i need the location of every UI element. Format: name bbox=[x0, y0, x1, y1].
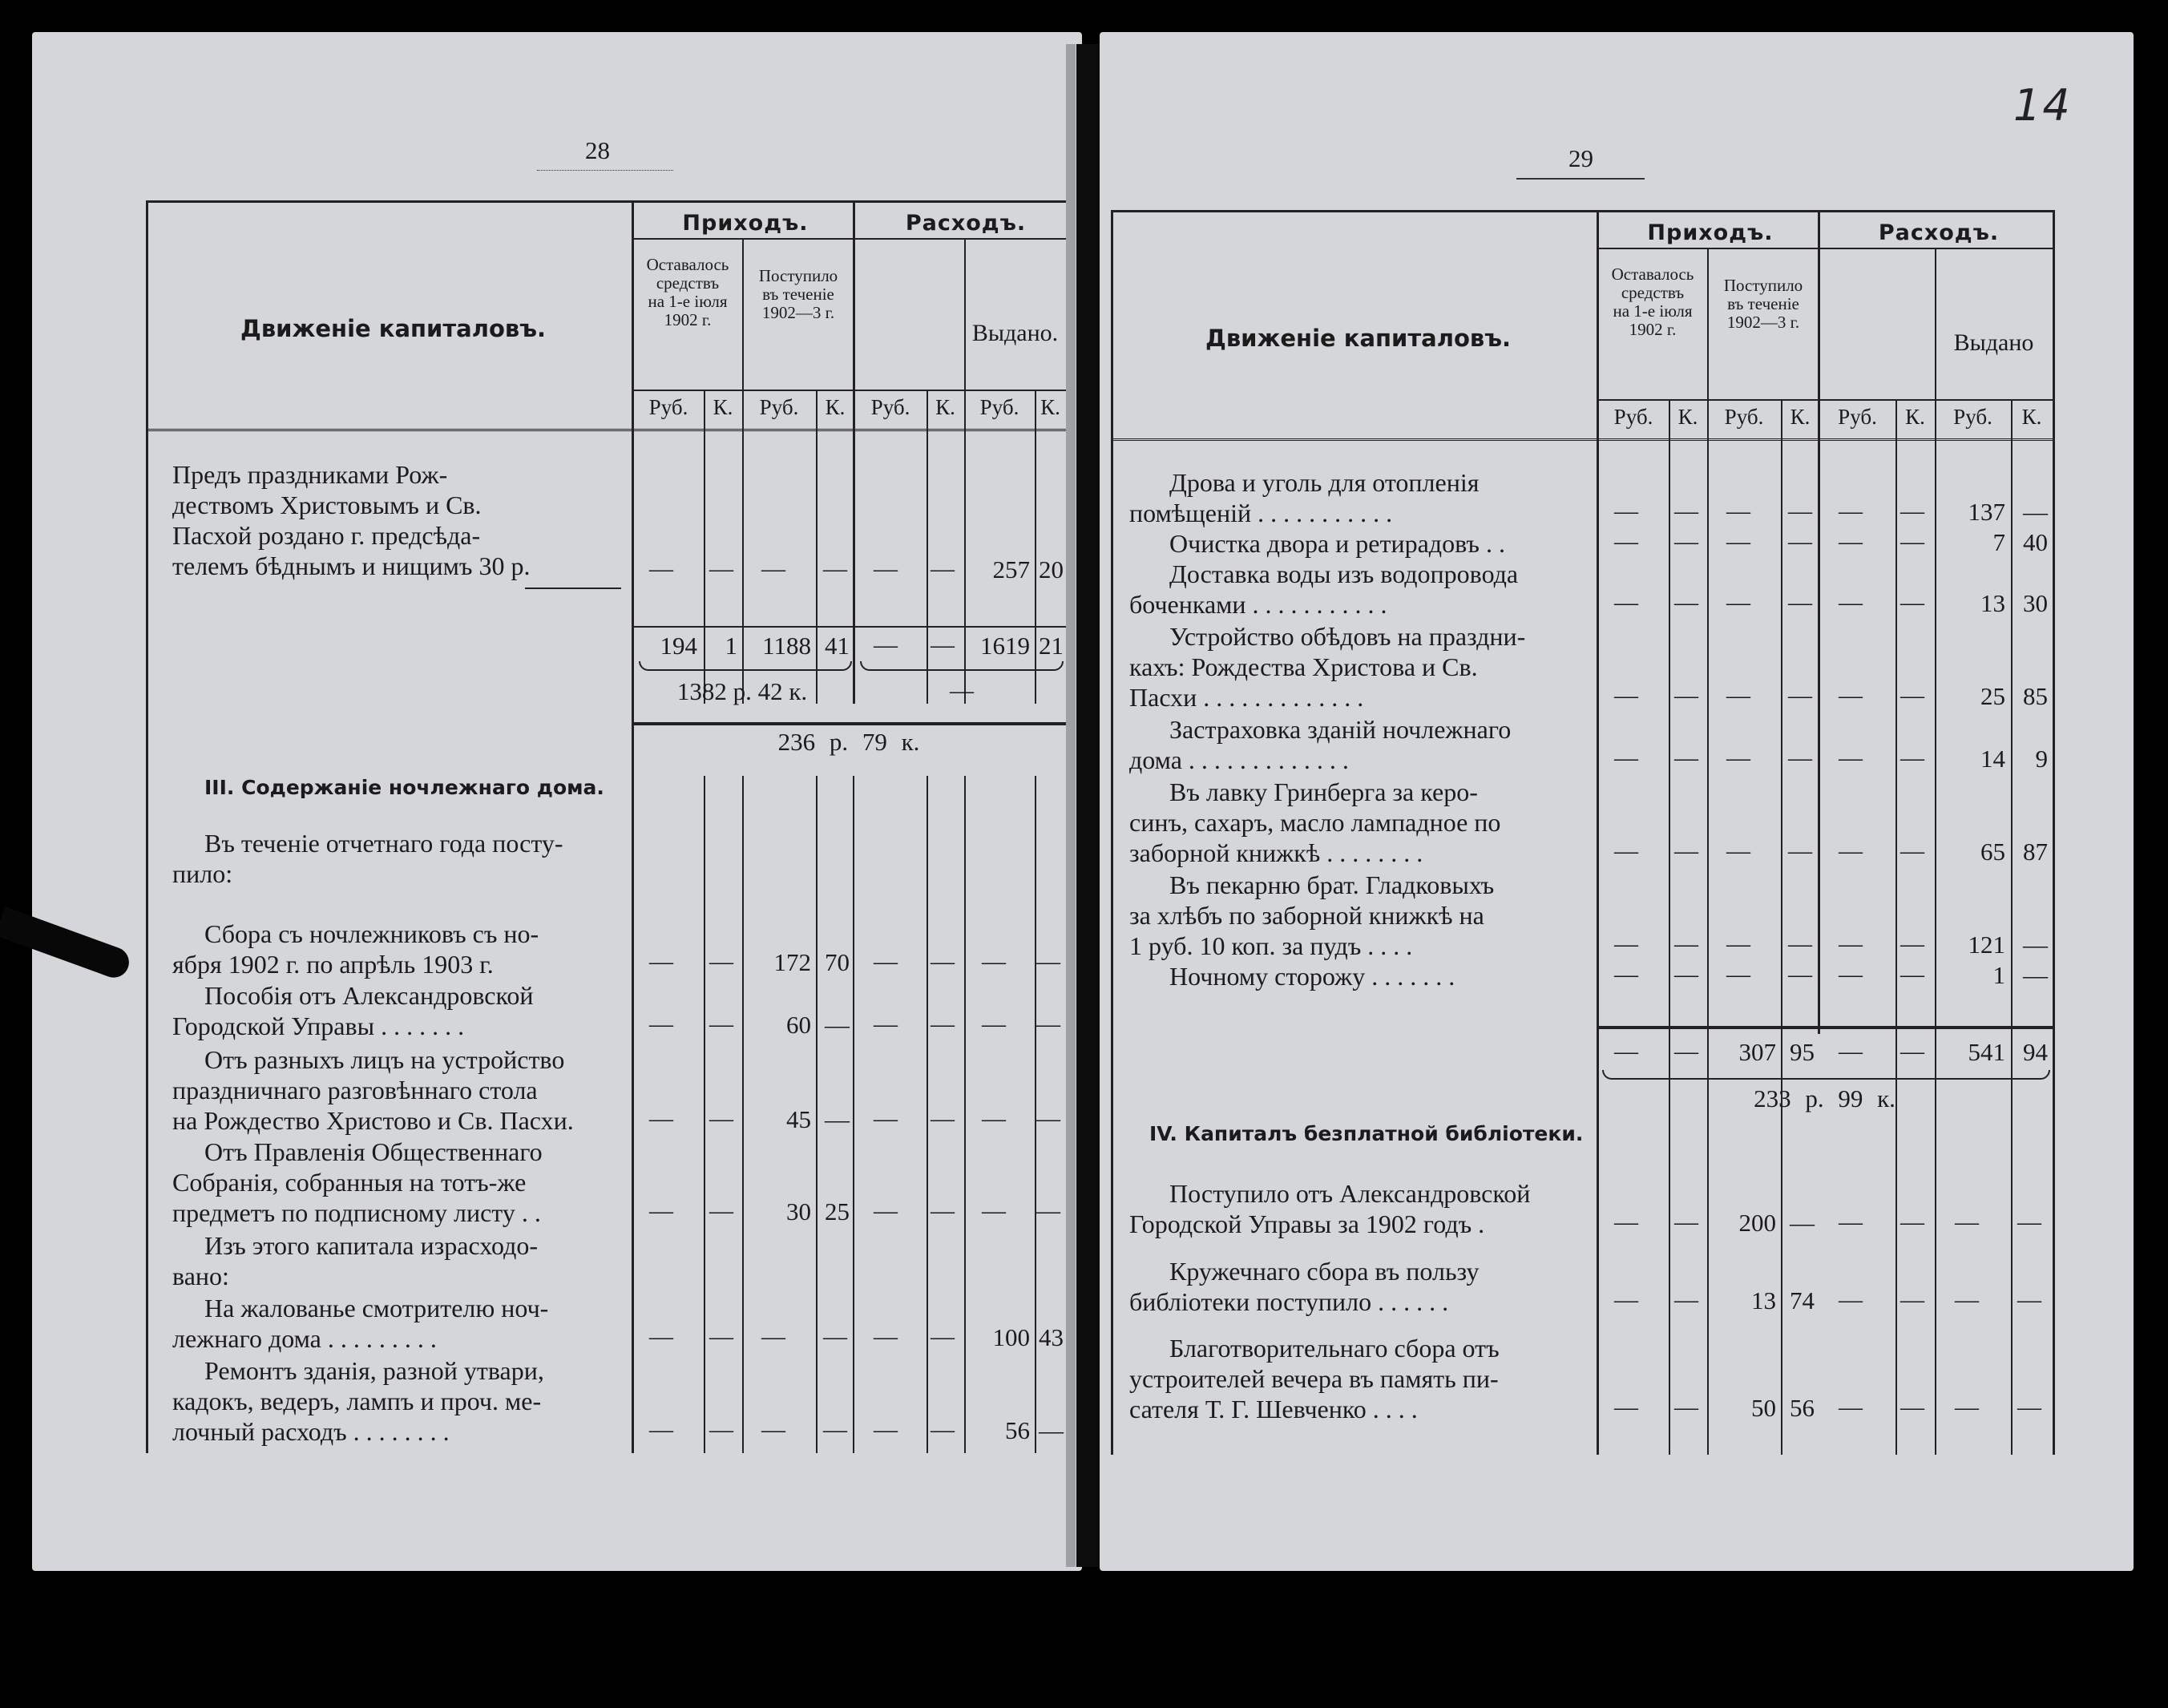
unit-label: К. bbox=[1040, 395, 1060, 419]
dash: — bbox=[1614, 961, 1638, 987]
dash: — bbox=[1839, 931, 1863, 957]
entry-text: Изъ этого капитала израсходо- вано: bbox=[172, 1231, 539, 1290]
col-remaining-header: Оставалось средствъ на 1-е іюля 1902 г. bbox=[646, 255, 729, 329]
dash: — bbox=[1674, 838, 1698, 864]
dash: — bbox=[761, 555, 785, 582]
header-bottom-rule bbox=[148, 429, 1066, 431]
dash: — bbox=[709, 1197, 733, 1224]
dash: — bbox=[1674, 1286, 1698, 1313]
entry-text: Сбора съ ночлежниковъ съ но- ября 1902 г. по апрѣль 1903 г. bbox=[172, 919, 539, 979]
amount-kop: — bbox=[2023, 931, 2048, 959]
dash: — bbox=[649, 1416, 673, 1443]
entry-text: На жалованье смотрителю ноч- лежнаго дома . . . . . . . . . bbox=[172, 1294, 549, 1353]
dash: — bbox=[874, 948, 898, 975]
dash: — bbox=[1839, 961, 1863, 987]
dash: — bbox=[1839, 589, 1863, 616]
total-rub: 1188 bbox=[762, 632, 811, 660]
dash: — bbox=[1674, 528, 1698, 555]
unit-rule bbox=[1598, 399, 2053, 401]
entry-text: Очистка двора и ретирадовъ . . bbox=[1169, 529, 1505, 558]
dash: — bbox=[1900, 1286, 1924, 1313]
unit-rule bbox=[633, 390, 1066, 391]
dash: — bbox=[649, 1105, 673, 1132]
dash: — bbox=[950, 677, 974, 704]
col-divider bbox=[853, 203, 855, 704]
total-kop: 95 bbox=[1790, 1038, 1815, 1066]
dash: — bbox=[874, 1416, 898, 1443]
dash: — bbox=[761, 1323, 785, 1350]
sum-brace bbox=[639, 661, 852, 671]
unit-label: К. bbox=[1905, 405, 1925, 429]
unit-label: К. bbox=[1677, 405, 1698, 429]
col-divider bbox=[1669, 399, 1670, 1455]
dash: — bbox=[1036, 1197, 1060, 1224]
amount-kop: 20 bbox=[1039, 555, 1064, 583]
col-divider bbox=[1895, 399, 1897, 1455]
unit-label: К. bbox=[825, 395, 846, 419]
total-kop: 21 bbox=[1039, 632, 1064, 660]
unit-label: К. bbox=[713, 395, 733, 419]
group-rule bbox=[633, 238, 1066, 240]
unit-label: Руб. bbox=[979, 395, 1019, 419]
unit-label: Руб. bbox=[1953, 405, 1992, 429]
dash: — bbox=[1900, 1038, 1924, 1064]
dash: — bbox=[709, 948, 733, 975]
dash: — bbox=[1614, 589, 1638, 616]
page-number-rule bbox=[1516, 178, 1645, 180]
amount-kop: 30 bbox=[2023, 589, 2048, 617]
amount-rub: 172 bbox=[773, 948, 811, 976]
total-kop: 1 bbox=[725, 632, 737, 660]
amount-kop: — bbox=[2023, 498, 2048, 526]
dash: — bbox=[1955, 1209, 1979, 1235]
dash: — bbox=[1955, 1286, 1979, 1313]
balance: 236 р. 79 к. bbox=[777, 728, 920, 756]
entry-text: Ремонтъ зданія, разной утвари, кадокъ, ведеръ, лампъ и проч. ме- лочный расходъ . . . . . . . . bbox=[172, 1356, 544, 1446]
dash: — bbox=[1726, 589, 1750, 616]
page-number: 28 bbox=[585, 136, 610, 164]
dash: — bbox=[1839, 838, 1863, 864]
amount-kop: 40 bbox=[2023, 528, 2048, 556]
amount-kop: — bbox=[825, 1105, 850, 1133]
dash: — bbox=[709, 555, 733, 582]
expense-header: Расходъ. bbox=[1878, 220, 2000, 245]
total-rub: 1619 bbox=[980, 632, 1030, 660]
unit-label: Руб. bbox=[759, 395, 799, 419]
dash: — bbox=[874, 1323, 898, 1350]
capital-movement-table bbox=[146, 200, 1068, 1453]
sum-brace bbox=[1602, 1070, 2050, 1080]
col-divider bbox=[704, 776, 705, 1453]
col-divider bbox=[1818, 212, 1820, 1034]
dash: — bbox=[931, 1416, 955, 1443]
dash: — bbox=[1788, 961, 1812, 987]
amount-kop: — bbox=[1039, 1416, 1064, 1444]
dash: — bbox=[1674, 1394, 1698, 1420]
amount-rub: 100 bbox=[992, 1323, 1030, 1351]
col-divider bbox=[853, 776, 854, 1453]
dash: — bbox=[1614, 1209, 1638, 1235]
dash: — bbox=[1036, 1011, 1060, 1037]
totals-top-rule bbox=[632, 626, 1066, 628]
dash: — bbox=[1726, 961, 1750, 987]
col-issued-header: Выдано. bbox=[971, 320, 1059, 346]
dash: — bbox=[1674, 1038, 1698, 1064]
page-number-rule bbox=[537, 170, 673, 171]
capital-movement-table bbox=[1111, 210, 2055, 1455]
dash: — bbox=[931, 1197, 955, 1224]
dash: — bbox=[1839, 682, 1863, 709]
dash: — bbox=[823, 1323, 847, 1350]
table-title: Движеніе капиталовъ. bbox=[1205, 325, 1512, 352]
left-page bbox=[32, 32, 1082, 1571]
amount-rub: 121 bbox=[1968, 931, 2005, 959]
dash: — bbox=[1900, 1394, 1924, 1420]
dash: — bbox=[1839, 498, 1863, 524]
dash: — bbox=[709, 1011, 733, 1037]
amount-kop: — bbox=[1790, 1209, 1815, 1237]
amount-kop: 25 bbox=[825, 1197, 850, 1225]
col-divider bbox=[927, 390, 928, 704]
dash: — bbox=[1788, 931, 1812, 957]
dash: — bbox=[709, 1416, 733, 1443]
dash: — bbox=[1036, 1105, 1060, 1132]
dash: — bbox=[931, 1011, 955, 1037]
dash: — bbox=[1839, 1209, 1863, 1235]
dash: — bbox=[649, 1197, 673, 1224]
total-kop: 94 bbox=[2023, 1038, 2048, 1066]
dash: — bbox=[1900, 589, 1924, 616]
entry-text: Въ лавку Гринберга за керо- синъ, сахаръ, масло лампадное по заборной книжкѣ . . . . . . . . bbox=[1129, 777, 1501, 867]
amount-kop: — bbox=[2023, 961, 2048, 989]
dash: — bbox=[1614, 682, 1638, 709]
amount-rub: 200 bbox=[1738, 1209, 1776, 1237]
dash: — bbox=[823, 1416, 847, 1443]
dash: — bbox=[649, 1011, 673, 1037]
balance: 233 р. 99 к. bbox=[1754, 1084, 1895, 1112]
col-received-header: Поступило въ теченіе 1902—3 г. bbox=[1723, 276, 1803, 332]
dash: — bbox=[1900, 931, 1924, 957]
dash: — bbox=[874, 1197, 898, 1224]
dash: — bbox=[1839, 528, 1863, 555]
dash: — bbox=[1839, 1038, 1863, 1064]
entry-text: Застраховка зданій ночлежнаго дома . . . . . . . . . . . . . bbox=[1129, 715, 1512, 774]
unit-label: К. bbox=[1790, 405, 1811, 429]
amount-rub: 45 bbox=[786, 1105, 811, 1133]
amount-rub: 25 bbox=[1980, 682, 2005, 710]
dash: — bbox=[1900, 745, 1924, 771]
spine-shadow bbox=[1066, 44, 1076, 1567]
amount-rub: 257 bbox=[992, 555, 1030, 583]
group-rule bbox=[1598, 248, 2053, 249]
section-title: IV. Капиталъ безплатной библіотеки. bbox=[1149, 1122, 1584, 1145]
dash: — bbox=[1839, 1286, 1863, 1313]
col-divider bbox=[2053, 212, 2055, 1455]
section-title: III. Содержаніе ночлежнаго дома. bbox=[204, 776, 604, 799]
col-divider bbox=[1597, 212, 1599, 1455]
dash: — bbox=[1788, 498, 1812, 524]
dash: — bbox=[1726, 745, 1750, 771]
amount-rub: 7 bbox=[1992, 528, 2005, 556]
amount-kop: 56 bbox=[1790, 1394, 1815, 1422]
dash: — bbox=[1900, 682, 1924, 709]
dash: — bbox=[823, 555, 847, 582]
amount-kop: — bbox=[825, 1011, 850, 1039]
amount-rub: 50 bbox=[1751, 1394, 1776, 1422]
unit-label: К. bbox=[2021, 405, 2042, 429]
dash: — bbox=[982, 948, 1006, 975]
dash: — bbox=[1839, 1394, 1863, 1420]
amount-kop: 74 bbox=[1790, 1286, 1815, 1314]
col-divider bbox=[2011, 399, 2013, 1455]
dash: — bbox=[1788, 528, 1812, 555]
amount-rub: 137 bbox=[1968, 498, 2005, 526]
dash: — bbox=[874, 1011, 898, 1037]
table-title: Движеніе капиталовъ. bbox=[240, 315, 547, 342]
dash: — bbox=[1674, 498, 1698, 524]
dash: — bbox=[1614, 745, 1638, 771]
dash: — bbox=[874, 555, 898, 582]
dash: — bbox=[1788, 589, 1812, 616]
amount-kop: 9 bbox=[2035, 745, 2048, 773]
total-kop: 41 bbox=[825, 632, 850, 660]
dash: — bbox=[1614, 528, 1638, 555]
entry-text: Устройство обѣдовъ на праздни- кахъ: Рождества Христова и Св. Пасхи . . . . . . . . . . . . . bbox=[1129, 622, 1526, 712]
col-divider bbox=[927, 776, 928, 1453]
income-header: Приходъ. bbox=[1647, 220, 1774, 245]
dash: — bbox=[1788, 745, 1812, 771]
dash: — bbox=[2017, 1394, 2041, 1420]
dash: — bbox=[1900, 961, 1924, 987]
entry-text: Отъ Правленія Общественнаго Собранія, собранныя на тотъ-же предметъ по подписному листу . . bbox=[172, 1137, 543, 1227]
dash: — bbox=[1674, 745, 1698, 771]
unit-label: Руб. bbox=[870, 395, 910, 419]
amount-rub: 60 bbox=[786, 1011, 811, 1039]
dash: — bbox=[1674, 1209, 1698, 1235]
col-issued-header: Выдано bbox=[1953, 329, 2034, 356]
dash: — bbox=[1788, 838, 1812, 864]
amount-kop: 43 bbox=[1039, 1323, 1064, 1351]
unit-label: Руб. bbox=[648, 395, 688, 419]
total-rub: 307 bbox=[1738, 1038, 1776, 1066]
col-divider bbox=[632, 203, 634, 1453]
entry-text: Кружечнаго сбора въ пользу библіотеки поступило . . . . . . bbox=[1129, 1257, 1480, 1316]
entry-text: Дрова и уголь для отопленія помѣщеній . . . . . . . . . . . bbox=[1129, 468, 1480, 527]
dash: — bbox=[931, 632, 955, 658]
dash: — bbox=[709, 1105, 733, 1132]
dash: — bbox=[1674, 961, 1698, 987]
col-divider bbox=[1707, 248, 1709, 1455]
entry-text: Пособія отъ Александровской Городской Управы . . . . . . . bbox=[172, 981, 534, 1040]
dash: — bbox=[982, 1197, 1006, 1224]
dash: — bbox=[1036, 948, 1060, 975]
dash: — bbox=[874, 632, 898, 658]
dash: — bbox=[1788, 682, 1812, 709]
unit-label: Руб. bbox=[1724, 405, 1764, 429]
sum-brace bbox=[860, 661, 1064, 671]
balance-rule bbox=[632, 722, 1066, 725]
total-rub: 194 bbox=[660, 632, 697, 660]
unit-label: К. bbox=[935, 395, 955, 419]
entry-text: Доставка воды изъ водопровода боченками . . . . . . . . . . . bbox=[1129, 559, 1519, 619]
dash: — bbox=[931, 1105, 955, 1132]
unit-label: Руб. bbox=[1613, 405, 1653, 429]
col-received-header: Поступило въ теченіе 1902—3 г. bbox=[758, 266, 838, 322]
entry-text: Поступило отъ Александровской Городской Управы за 1902 годъ . bbox=[1129, 1179, 1531, 1238]
entry-text: Отъ разныхъ лицъ на устройство праздничнаго разговѣннаго стола на Рождество Христово и Св. Пасхи. bbox=[172, 1045, 574, 1135]
handwritten-folio: 14 bbox=[2013, 80, 2072, 131]
amount-rub: 13 bbox=[1980, 589, 2005, 617]
dash: — bbox=[649, 1323, 673, 1350]
dash: — bbox=[874, 1105, 898, 1132]
dash: — bbox=[1614, 498, 1638, 524]
income-header: Приходъ. bbox=[682, 211, 809, 236]
amount-kop: 87 bbox=[2023, 838, 2048, 866]
right-page bbox=[1100, 32, 2134, 1571]
dash: — bbox=[761, 1416, 785, 1443]
dash: — bbox=[709, 1323, 733, 1350]
dash: — bbox=[931, 948, 955, 975]
dash: — bbox=[1726, 682, 1750, 709]
dash: — bbox=[982, 1105, 1006, 1132]
dash: — bbox=[1726, 528, 1750, 555]
dash: — bbox=[1614, 838, 1638, 864]
unit-label: Руб. bbox=[1838, 405, 1877, 429]
header-bottom-rule bbox=[1113, 438, 2053, 441]
amount-kop: 70 bbox=[825, 948, 850, 976]
dash: — bbox=[1839, 745, 1863, 771]
dash: — bbox=[1614, 1038, 1638, 1064]
amount-rub: 14 bbox=[1980, 745, 2005, 773]
dash: — bbox=[1674, 931, 1698, 957]
amount-rub: 65 bbox=[1980, 838, 2005, 866]
dash: — bbox=[1614, 1286, 1638, 1313]
entry-text: Въ теченіе отчетнаго года посту- пило: bbox=[172, 829, 563, 888]
entry-text: Предъ праздниками Рож- дествомъ Христовымъ и Св. Пасхой роздано г. предсѣда- телемъ бѣднымъ и нищимъ 30 р. bbox=[172, 460, 531, 580]
dash: — bbox=[2017, 1286, 2041, 1313]
totals-top-rule bbox=[1597, 1026, 2053, 1029]
amount-rub: 1 bbox=[1992, 961, 2005, 989]
dash: — bbox=[1674, 589, 1698, 616]
dash: — bbox=[1726, 498, 1750, 524]
col-remaining-header: Оставалось средствъ на 1-е іюля 1902 г. bbox=[1611, 264, 1694, 339]
dash: — bbox=[1900, 498, 1924, 524]
dash: — bbox=[1900, 838, 1924, 864]
dash: — bbox=[649, 948, 673, 975]
dash: — bbox=[649, 555, 673, 582]
dash: — bbox=[1614, 1394, 1638, 1420]
entry-text: Благотворительнаго сбора отъ устроителей вечера въ память пи- сателя Т. Г. Шевченко . . . . bbox=[1129, 1334, 1500, 1423]
expense-header: Расходъ. bbox=[905, 211, 1027, 236]
dash: — bbox=[931, 555, 955, 582]
amount-rub: 30 bbox=[786, 1197, 811, 1225]
dash: — bbox=[1726, 931, 1750, 957]
dash: — bbox=[1614, 931, 1638, 957]
income-sum: 1382 р. 42 к. bbox=[676, 677, 808, 705]
dash: — bbox=[1900, 528, 1924, 555]
amount-kop: 85 bbox=[2023, 682, 2048, 710]
underline bbox=[525, 588, 621, 589]
amount-rub: 56 bbox=[1005, 1416, 1030, 1444]
entry-text: Ночному сторожу . . . . . . . bbox=[1169, 962, 1455, 991]
entry-text: Въ пекарню брат. Гладковыхъ за хлѣбъ по заборной книжкѣ на 1 руб. 10 коп. за пудъ . . . . bbox=[1129, 870, 1495, 960]
dash: — bbox=[1900, 1209, 1924, 1235]
dash: — bbox=[931, 1323, 955, 1350]
dash: — bbox=[982, 1011, 1006, 1037]
dash: — bbox=[1674, 682, 1698, 709]
dash: — bbox=[2017, 1209, 2041, 1235]
total-rub: 541 bbox=[1968, 1038, 2005, 1066]
amount-rub: 13 bbox=[1751, 1286, 1776, 1314]
dash: — bbox=[1955, 1394, 1979, 1420]
page-number: 29 bbox=[1568, 144, 1593, 172]
dash: — bbox=[1726, 838, 1750, 864]
